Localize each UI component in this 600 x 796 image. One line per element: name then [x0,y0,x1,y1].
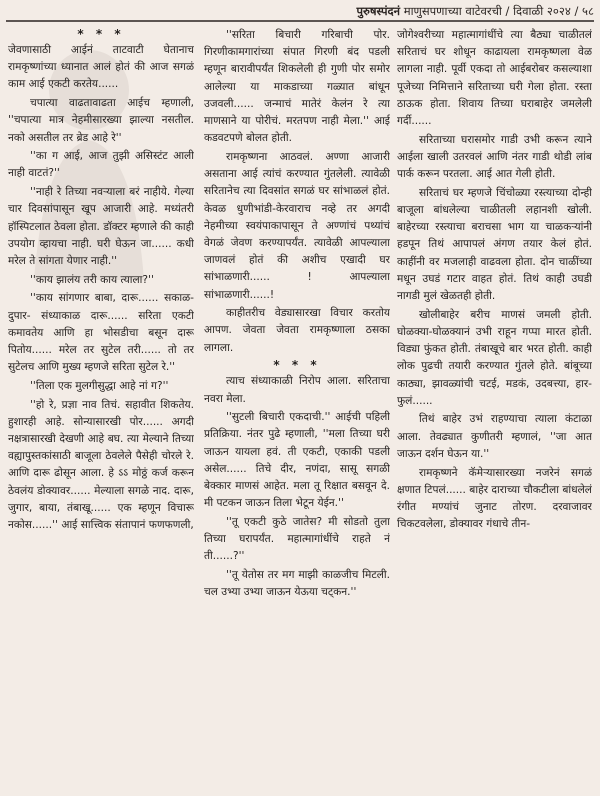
paragraph: ''नाही रे तिच्या नवऱ्याला बरं नाहीये. गेल्या चार दिवसांपासून खूप आजारी आहे. मध्यंतरी हॉस्पिटलात ठेवला होता. डॉक्टर म्हणाले की काही उपयोग व्हायचा नाही. घरी घेऊन जा...... कधी मरेल ते सांगता येणार नाही.'' [8,186,194,267]
paragraph: खोलीबाहेर बरीच माणसं जमली होती. घोळक्या-घोळक्यानं उभी राहून गप्पा मारत होती. विड्या फुंकत होती. तंबाखूचे बार भरत होती. काही लोक पुढची तयारी करण्यात गुंतले होते. बांबूच्या काठ्या, झावळ्यांची चटई, मडकं, उदबत्त्या, हार-फुलं...... [397,308,592,407]
header-separator: / [505,4,514,18]
header-separator: / [574,4,583,18]
paragraph: ''काय सांगणार बाबा, दारू...... सकाळ-दुपार- संध्याकाळ दारू...... सरिता एकटी कमावतेय आणि हा भोसडीचा बसून दारू पितोय...... मरेल तर सुटेल तरी...... तो तर सुटेलच आणि मुख्य म्हणजे सरिता सुटेल रे.'' [8,292,194,374]
paragraph: सरिताच्या घरासमोर गाडी उभी करून त्याने आईला खाली उतरवलं आणि नंतर गाडी थोडी लांब पार्क करून परतला. आई आत गेली होती. [397,133,592,181]
paragraph: ''हो रे, प्रज्ञा नाव तिचं. सहावीत शिकतेय. हुशारही आहे. सोन्यासारखी पोर...... अगदी नक्षत्रासारखी देखणी आहे बघ. त्या मेल्याने तिच्या वह्यापुस्तकांसाठी बाजूला ठेवलेले पैसेही चोरले रे. आणि दारू ढोसून आला. हे ऽऽ मोठ्ठं कर्ज करून ठेवलंय डोक्यावर...... मेल्याला सगळे नाद. दारू, जुगार, बाया, तंबाखू...... एक म्हणून विचारू नकोस......'' आई सात्त्विक संतापानं फणफणली, [8,398,194,531]
paragraph: जेवणासाठी आईनं ताटवाटी घेतानाच रामकृष्णांच्या ध्यानात आलं होतं की आज सगळं काम आई एकटी करतेय...... [8,44,194,91]
running-header [300,2,594,20]
text-column-3 [397,27,592,789]
paragraph: चपात्या वाढतावाढता आईच म्हणाली, ''चपात्या मात्र नेहमीसारख्या झाल्या नसतील. नको असतील तर ब्रेड आहे रे'' [8,97,194,144]
section-ornament: * * * [273,358,321,373]
paragraph: जोगेश्वरीच्या महात्मागांधींचे त्या बैठ्या चाळीतलं सरिताचं घर शोधून काढायला रामकृष्णला वेळ लागला नाही. पूर्वी एकदा तो आईबरोबर कसल्याशा पूजेच्या निमित्ताने सरिताच्या घरी गेला होता. रस्ता ठाऊक होता. शिवाय तिच्या घराबाहेर जमलेली गर्दी...... [397,29,592,128]
paragraph: ''काय झालंय तरी काय त्याला?'' [30,273,154,286]
header-rule [6,20,594,22]
text-column-2 [204,27,390,789]
paragraph: ''तू एकटी कुठे जातेस? मी सोडतो तुला तिच्या घरापर्यंत. महात्मागांधींचे राहते नं ती......?'' [204,515,390,563]
paragraph: ''सरिता बिचारी गरिबाची पोर. गिरणीकामगारांच्या संपात गिरणी बंद पडली म्हणून बारावीपर्यंत शिकलेली ही गुणी पोर समोर आलेल्या या माकडाच्या गळ्यात बांधून उजवली...... जन्माचं मातेरं केलंन रे त्या माणसाने या पोरीचं. मरतपण नाही मेला.'' आई कडवटपणे बोलत होती. [204,29,390,145]
paragraph: ''सुटली बिचारी एकदाची.'' आईची पहिली प्रतिक्रिया. नंतर पुढे म्हणाली, ''मला तिच्या घरी जाऊन यायला हवं. ती एकटी, एकाकी पडली असेल...... तिचे दीर, नणंदा, सासू सगळी बेक्कार माणसं आहेत. मला तू रिक्षात बसवून दे. मी पटकन जाऊन तिला भेटून येईन.'' [204,411,390,510]
paragraph: रामकृष्णना आठवलं. अण्णा आजारी असताना आई त्यांचं करण्यात गुंतलेली. त्यावेळी सरितानेच त्या दिवसांत सगळं घर सांभाळलं होतं. केवळ धुणीभांडी-केरवाराच नव्हे तर अगदी नेहमीच्या स्वयंपाकापासून ते अण्णांचं पथ्यांचं वेगळं जेवण करण्यापर्यंत. त्यावेळी आपल्याला जाणवलं होतं की अशीच एखादी घर सांभाळणारी...... ! आपल्याला सांभाळणारी......! [204,150,390,301]
page-number: ५८ [582,4,594,18]
section-ornament: * * * [77,27,125,41]
paragraph: त्याच संध्याकाळी निरोप आला. सरिताचा नवरा मेला. [204,375,390,405]
paragraph: ''का ग आई, आज तुझी असिस्टंट आली नाही वाटतं?'' [8,150,194,180]
magazine-subtitle: माणुसपणाच्या वाटेवरची [403,4,502,18]
magazine-title: पुरुषस्पंदनं [356,4,401,18]
text-column-1 [8,27,194,789]
paragraph: ''तिला एक मुलगीसुद्धा आहे नां ग?'' [30,379,169,392]
paragraph: तिथं बाहेर उभं राहण्याचा त्याला कंटाळा आला. तेवढ्यात कुणीतरी म्हणालं, ''जा आत जाऊन दर्शन घेऊन या.'' [397,413,592,460]
paragraph: काहीतरीच वेड्यासारखा विचार करतोय आपण. जेवता जेवता रामकृष्णाला ठसका लागला. [204,307,390,354]
paragraph: रामकृष्णने कॅमेऱ्यासारख्या नजरेनं सगळं क्षणात टिपलं...... बाहेर दाराच्या चौकटीला बांधलेलं रंगीत मण्यांचं जुनाट तोरण. दरवाजावर चिकटवलेला, डोक्यावर गंधाचे तीन- [397,466,592,531]
paragraph: सरिताचं घर म्हणजे चिंचोळ्या रस्त्याच्या दोन्ही बाजूला बांधलेल्या चाळीतली लहानशी खोली. बाहेरच्या रस्त्याचा बराचसा भाग या चाळकऱ्यांनी हडपून तिथं आपापलं अंगण तयार केलं होतं. काहींनी वर मजलाही वाढवला होता. दोन चाळींच्या मधून उघडं गटार वाहत होतं. तिथं काही उघडी नागडी मुलं खेळतही होती. [397,186,592,303]
issue-label: दिवाळी २०२४ [513,4,571,18]
paragraph: ''तू येतोस तर मग माझी काळजीच मिटली. चल उभ्या उभ्या जाऊन येऊया चट्कन.'' [204,569,390,599]
